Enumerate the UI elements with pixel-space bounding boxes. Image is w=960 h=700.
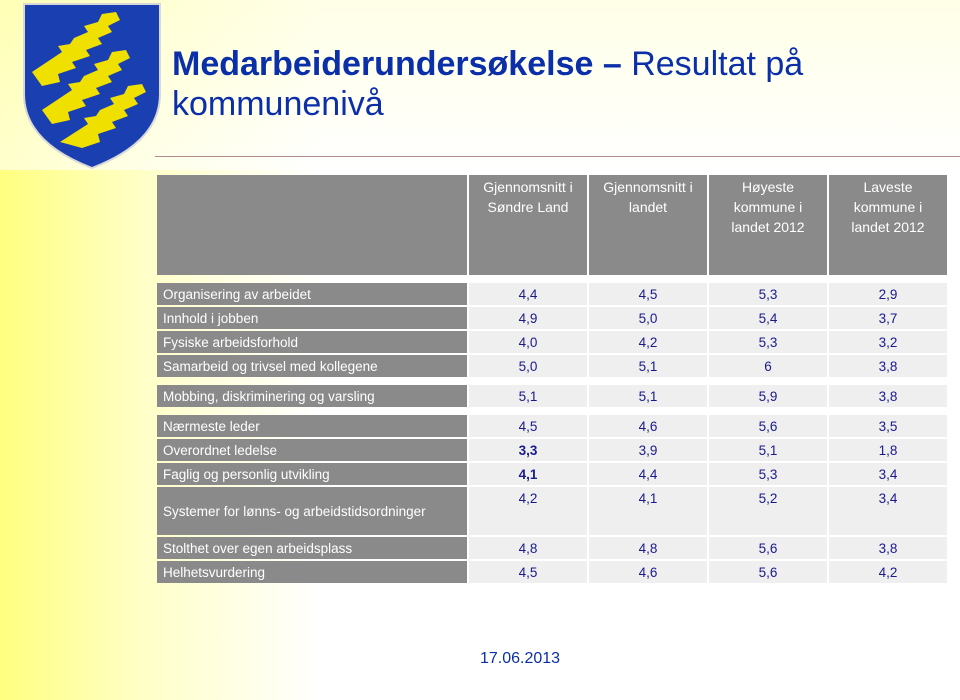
table-row (157, 331, 947, 353)
row-label: Samarbeid og trivsel med kollegene (157, 355, 467, 377)
footer-date: 17.06.2013 (480, 650, 561, 667)
cell-landet: 3,9 (589, 439, 707, 461)
header-sondre-land: Gjennomsnitt i Søndre Land (469, 175, 587, 275)
title-bold-part: Medarbeiderundersøkelse (172, 45, 594, 83)
cell-sondre-land: 4,5 (469, 561, 587, 583)
cell-hoyeste: 5,3 (709, 283, 827, 305)
cell-sondre-land: 5,0 (469, 355, 587, 377)
row-label: Helhetsvurdering (157, 561, 467, 583)
page-title (172, 44, 932, 124)
row-label: Overordnet ledelse (157, 439, 467, 461)
table-header-row (157, 175, 947, 275)
cell-laveste: 3,8 (829, 537, 947, 559)
cell-sondre-land: 4,0 (469, 331, 587, 353)
title-divider (155, 156, 960, 157)
row-label: Organisering av arbeidet (157, 283, 467, 305)
cell-landet: 5,0 (589, 307, 707, 329)
table-row (157, 385, 947, 407)
cell-laveste: 3,8 (829, 355, 947, 377)
cell-laveste: 1,8 (829, 439, 947, 461)
table-row (157, 307, 947, 329)
cell-hoyeste: 5,3 (709, 331, 827, 353)
cell-laveste: 4,2 (829, 561, 947, 583)
cell-landet: 4,6 (589, 561, 707, 583)
cell-sondre-land: 4,1 (469, 463, 587, 485)
cell-landet: 5,1 (589, 385, 707, 407)
title-dash: – (593, 45, 632, 83)
cell-hoyeste: 5,2 (709, 487, 827, 535)
cell-hoyeste: 5,6 (709, 537, 827, 559)
cell-hoyeste: 5,6 (709, 561, 827, 583)
results-table-container (155, 173, 949, 585)
table-row (157, 355, 947, 377)
header-empty-cell (157, 175, 467, 275)
cell-laveste: 3,4 (829, 463, 947, 485)
row-label: Innhold i jobben (157, 307, 467, 329)
row-label: Stolthet over egen arbeidsplass (157, 537, 467, 559)
cell-landet: 4,6 (589, 415, 707, 437)
table-row (157, 561, 947, 583)
cell-laveste: 2,9 (829, 283, 947, 305)
table-row (157, 415, 947, 437)
cell-laveste: 3,8 (829, 385, 947, 407)
cell-hoyeste: 5,3 (709, 463, 827, 485)
cell-landet: 4,1 (589, 487, 707, 535)
table-row (157, 537, 947, 559)
cell-landet: 5,1 (589, 355, 707, 377)
cell-sondre-land: 4,2 (469, 487, 587, 535)
cell-hoyeste: 6 (709, 355, 827, 377)
cell-landet: 4,5 (589, 283, 707, 305)
table-row (157, 463, 947, 485)
cell-sondre-land: 5,1 (469, 385, 587, 407)
header-landet: Gjennomsnitt i landet (589, 175, 707, 275)
header-hoyeste: Høyeste kommune i landet 2012 (709, 175, 827, 275)
row-label: Nærmeste leder (157, 415, 467, 437)
cell-landet: 4,4 (589, 463, 707, 485)
results-table (155, 173, 949, 585)
cell-laveste: 3,5 (829, 415, 947, 437)
cell-sondre-land: 4,5 (469, 415, 587, 437)
cell-sondre-land: 4,4 (469, 283, 587, 305)
cell-landet: 4,8 (589, 537, 707, 559)
row-label: Faglig og personlig utvikling (157, 463, 467, 485)
title-rest-part: Resultat på kommunenivå (172, 45, 804, 123)
cell-laveste: 3,2 (829, 331, 947, 353)
cell-laveste: 3,4 (829, 487, 947, 535)
cell-sondre-land: 4,9 (469, 307, 587, 329)
header-laveste: Laveste kommune i landet 2012 (829, 175, 947, 275)
cell-hoyeste: 5,9 (709, 385, 827, 407)
cell-hoyeste: 5,6 (709, 415, 827, 437)
row-label: Systemer for lønns- og arbeidstidsordninger (157, 487, 467, 535)
cell-laveste: 3,7 (829, 307, 947, 329)
cell-sondre-land: 3,3 (469, 439, 587, 461)
cell-sondre-land: 4,8 (469, 537, 587, 559)
cell-hoyeste: 5,4 (709, 307, 827, 329)
table-row (157, 283, 947, 305)
row-label: Mobbing, diskriminering og varsling (157, 385, 467, 407)
coat-of-arms-icon (22, 2, 162, 170)
table-row (157, 487, 947, 535)
cell-hoyeste: 5,1 (709, 439, 827, 461)
table-row (157, 439, 947, 461)
cell-landet: 4,2 (589, 331, 707, 353)
row-label: Fysiske arbeidsforhold (157, 331, 467, 353)
